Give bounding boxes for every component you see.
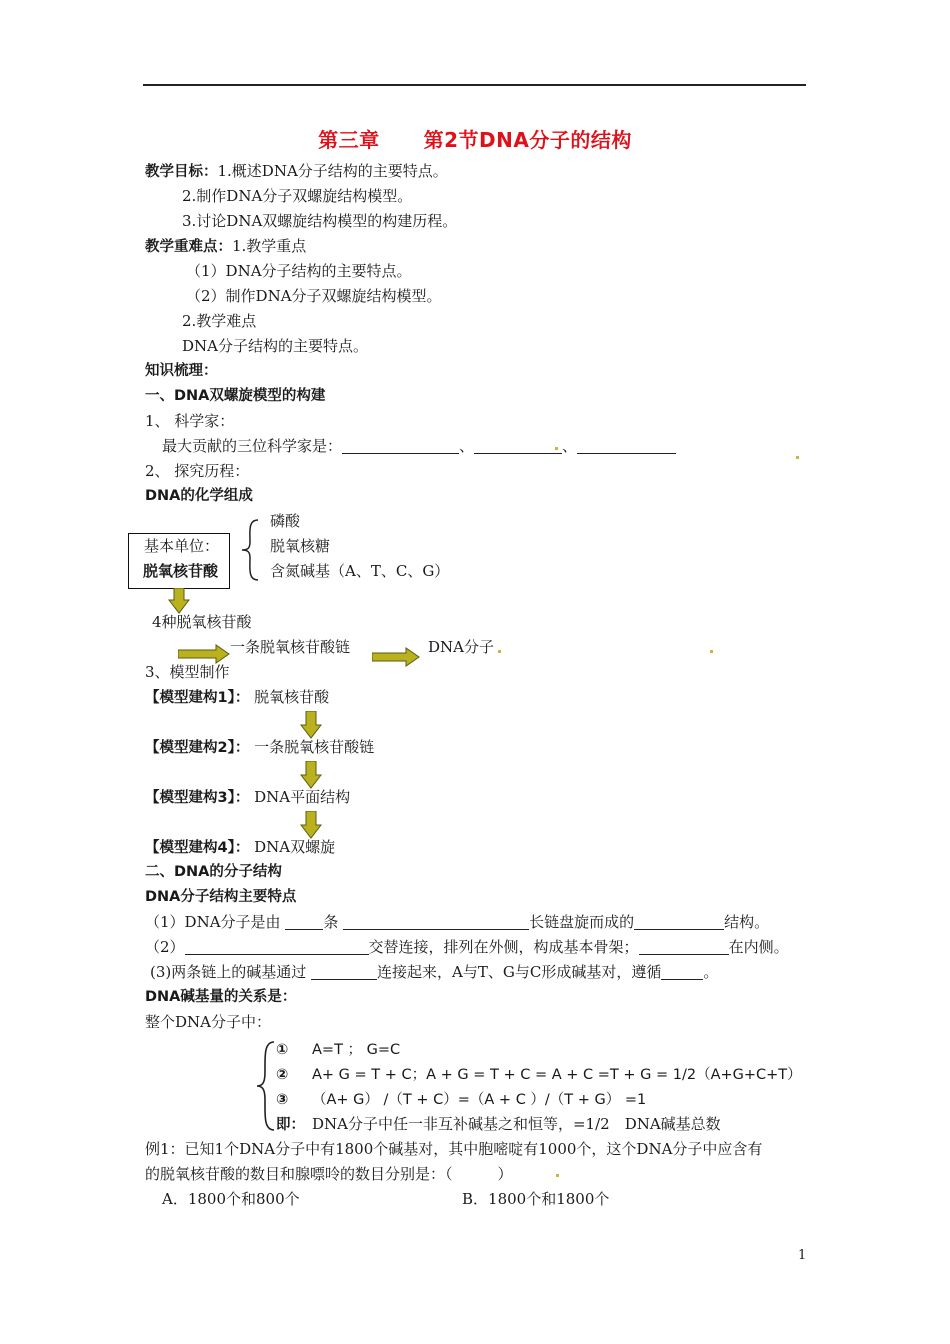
feature-text: (3)两条链上的碱基通过 [150,963,307,981]
feature-line3 [150,962,718,982]
scientists-text: 最大贡献的三位科学家是： [162,437,343,455]
speck [556,1174,559,1177]
feature-text: （2） [145,938,185,956]
model-value: 一条脱氧核苷酸链 [254,738,375,756]
example-line2: 的脱氧核苷酸的数目和腺嘌呤的数目分别是：（ ） [145,1165,513,1183]
speck [710,650,713,653]
part2-heading: 二、DNA的分子结构 [145,864,282,880]
section-title: 第2节DNA分子的结构 [423,128,632,152]
model-row [145,687,329,708]
objective-item: 3.讨论DNA双螺旋结构模型的构建历程。 [182,212,458,230]
model-value: DNA双螺旋 [254,838,336,856]
down-arrow-icon [300,711,322,739]
speck [498,650,501,653]
keypoints-label: 教学重难点： [145,239,232,255]
item2: 2、 探究历程： [145,462,250,480]
blank-field [577,439,676,454]
blank-field [342,439,459,454]
feature-text: 长链盘旋而成的 [529,913,635,931]
down-arrow-icon [300,811,322,839]
scientists-line [162,436,676,456]
model-row [145,837,335,858]
component-item: 磷酸 [270,512,301,530]
rule-text: （A+ G） /（T + C）=（A + C ）/（T + G） =1 [312,1092,647,1108]
item1: 1、 科学家： [145,412,235,430]
down-arrow-icon [168,588,190,614]
page-number: 1 [798,1248,807,1263]
chain-text: 一条脱氧核苷酸链 [230,638,351,656]
curly-brace-icon [240,518,264,582]
rule-num: ③ [276,1092,289,1108]
model-value: 脱氧核苷酸 [254,688,330,706]
feature-text: 条 [323,913,339,931]
model-label: 【模型建构2】： [145,740,250,756]
rule-text: A=T ； G=C [312,1042,401,1058]
separator: 、 [459,437,475,455]
unit-label: 基本单位： [144,537,220,555]
keypoints-text: DNA分子结构的主要特点。 [182,337,368,355]
rule-row [276,1064,802,1085]
whole-text: 整个DNA分子中： [145,1013,271,1031]
rule-num: ① [276,1042,289,1058]
model-label: 【模型建构3】： [145,790,250,806]
component-item: 含氮碱基（A、T、C、G） [270,562,450,580]
four-kinds-text: 4种脱氧核苷酸 [152,613,252,631]
option-b: B．1800个和1800个 [462,1190,610,1208]
option-a: A．1800个和800个 [162,1190,300,1208]
rule-row [276,1039,400,1060]
feature-text: 交替连接，排列在外侧，构成基本骨架； [368,938,639,956]
model-label: 【模型建构4】： [145,840,250,856]
unit-name: 脱氧核苷酸 [143,562,219,580]
feature-text: （1）DNA分子是由 [145,913,281,931]
speck [796,456,799,459]
item3: 3、模型制作 [145,663,230,681]
knowledge-label: 知识梳理： [145,363,218,379]
curly-brace-icon [254,1040,278,1132]
part1-heading: 一、DNA双螺旋模型的构建 [145,388,326,404]
model-row [145,737,374,758]
blank-field [639,940,729,955]
keypoints-text: 1.教学重点 [232,237,307,255]
objectives-label: 教学目标： [145,164,218,180]
keypoints-text: 2.教学难点 [182,312,257,330]
features-heading: DNA分子结构主要特点 [145,889,297,905]
blank-field [343,915,529,930]
header-rule [143,84,806,86]
base-heading: DNA碱基量的关系是： [145,989,297,1005]
rule-num: 即： [276,1117,305,1133]
speck [555,447,558,450]
blank-field [311,965,377,980]
right-arrow-icon [178,644,230,664]
down-arrow-icon [300,761,322,789]
keypoints-line1 [145,236,306,257]
page-title [0,124,950,153]
model-value: DNA平面结构 [254,788,351,806]
right-arrow-icon [372,647,420,667]
feature-text: 在内侧。 [728,938,789,956]
blank-field [661,965,703,980]
blank-field [285,915,323,930]
blank-field [474,439,562,454]
keypoints-text: （2）制作DNA分子双螺旋结构模型。 [186,287,442,305]
feature-text: 。 [703,963,719,981]
component-item: 脱氧核糖 [270,537,331,555]
blank-field [185,940,369,955]
feature-line2 [145,937,789,957]
rule-num: ② [276,1067,289,1083]
objective-item: 2.制作DNA分子双螺旋结构模型。 [182,187,413,205]
rule-text: A+ G = T + C；A + G = T + C = A + C =T + G = 1/2（A+G+C+T） [312,1067,802,1083]
rule-row [276,1114,721,1135]
molecule-text: DNA分子 [428,638,494,656]
chem-heading: DNA的化学组成 [145,488,253,504]
feature-text: 连接起来，A与T、G与C形成碱基对，遵循 [377,963,662,981]
example-line1: 例1：已知1个DNA分子中有1800个碱基对，其中胞嘧啶有1000个，这个DNA分子中应含有 [145,1140,763,1158]
objective-item: 1.概述DNA分子结构的主要特点。 [217,162,448,180]
feature-line1 [145,912,769,932]
keypoints-text: （1）DNA分子结构的主要特点。 [186,262,412,280]
chapter-title: 第三章 [318,128,380,152]
model-label: 【模型建构1】： [145,690,250,706]
blank-field [634,915,724,930]
rule-text: DNA分子中任一非互补碱基之和恒等，=1/2 DNA碱基总数 [312,1115,721,1133]
rule-row [276,1089,646,1110]
model-row [145,787,350,808]
separator: 、 [562,437,578,455]
objectives-line1 [145,161,448,182]
feature-text: 结构。 [724,913,770,931]
